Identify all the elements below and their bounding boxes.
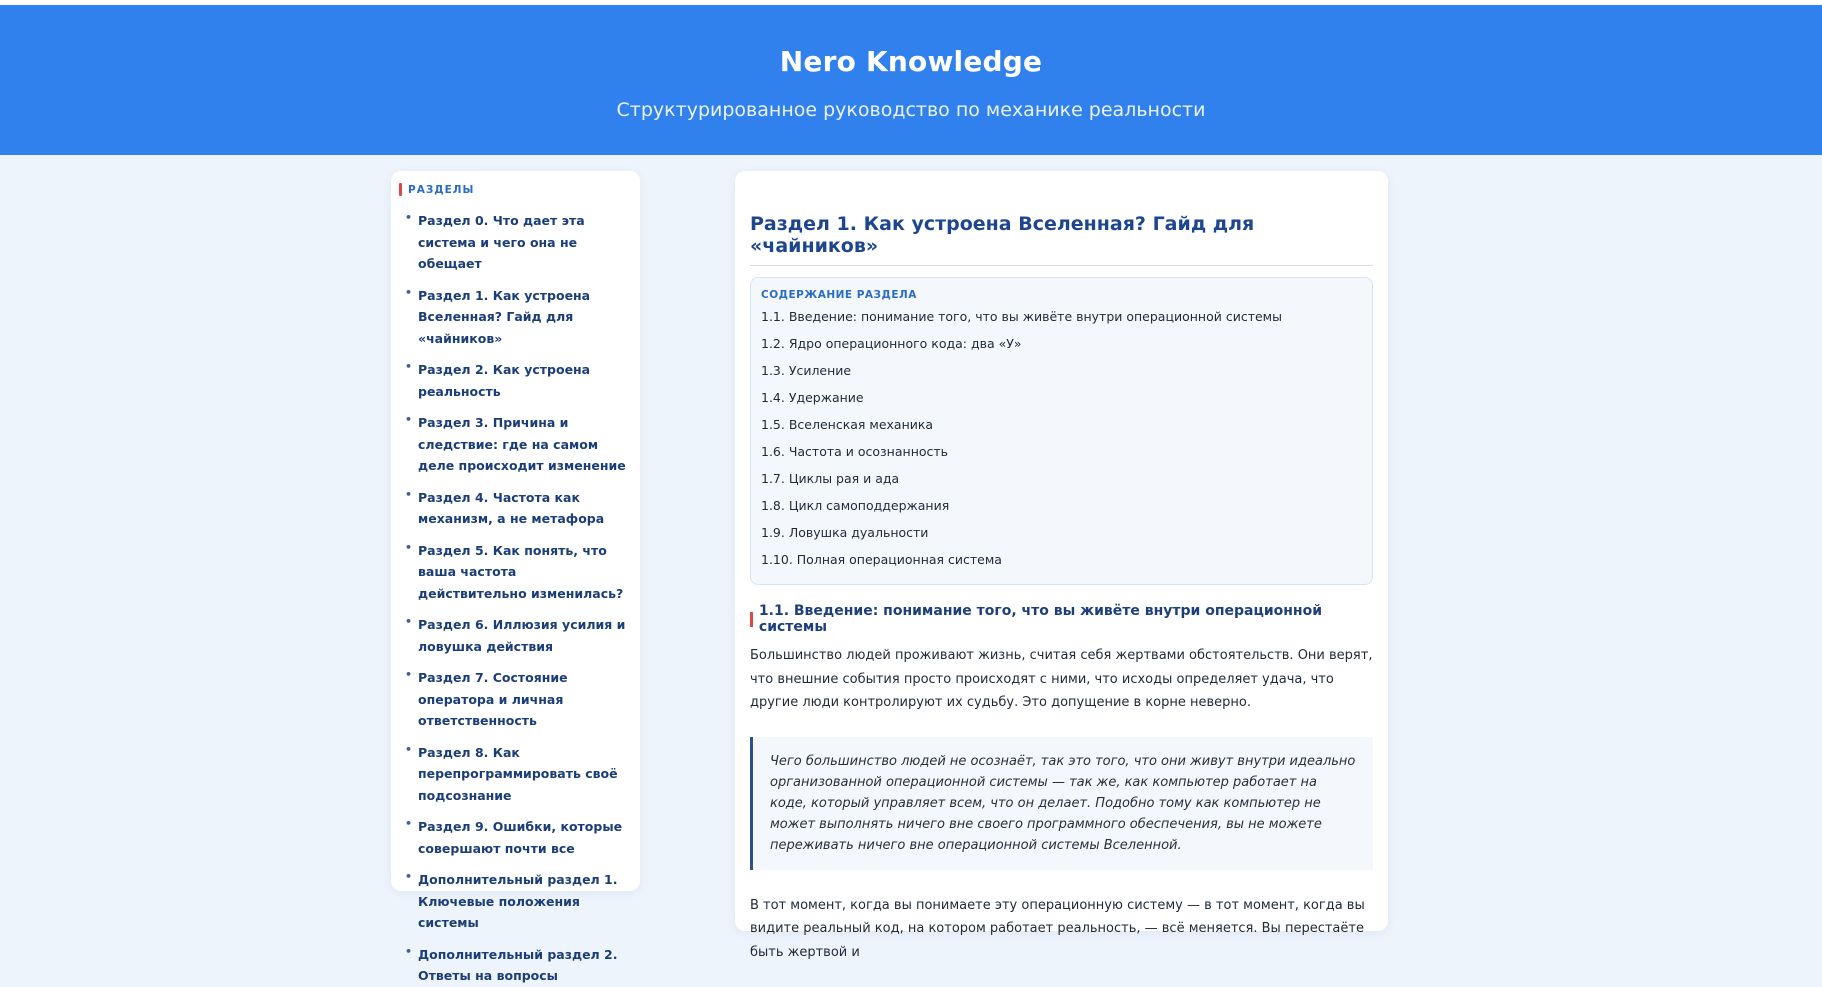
subsection-heading-label: 1.1. Введение: понимание того, что вы живёте внутри операционной системы	[758, 603, 1323, 635]
sidebar-item-section-4[interactable]	[399, 487, 628, 530]
page-title: Раздел 1. Как устроена Вселенная? Гайд для «чайников»	[750, 213, 1373, 266]
sidebar-item-label: Раздел 6. Иллюзия усилия и ловушка действия	[418, 617, 626, 654]
toc-link-1-3[interactable]: 1.3. Усиление	[761, 363, 852, 378]
sidebar-item-extra-2[interactable]	[399, 944, 628, 987]
toc-link-1-5[interactable]: 1.5. Вселенская механика	[761, 417, 934, 432]
sidebar-item-label: Дополнительный раздел 1. Ключевые положения системы	[418, 872, 618, 930]
toc-link-1-7[interactable]: 1.7. Циклы рая и ада	[761, 471, 900, 486]
toc-heading: СОДЕРЖАНИЕ РАЗДЕЛА	[761, 289, 917, 301]
bullet-icon: •	[405, 211, 413, 224]
toc-link-1-6[interactable]: 1.6. Частота и осознанность	[761, 444, 949, 459]
sidebar-item-label: Раздел 7. Состояние оператора и личная ответственность	[418, 670, 568, 728]
bullet-icon: •	[405, 285, 413, 299]
bullet-icon: •	[405, 742, 413, 756]
toc-link-1-2[interactable]: 1.2. Ядро операционного кода: два «У»	[761, 336, 1022, 351]
sidebar-heading-label: РАЗДЕЛЫ	[408, 183, 475, 196]
bullet-icon: •	[405, 668, 413, 681]
sidebar-item-section-1[interactable]	[399, 285, 628, 350]
bullet-icon: •	[405, 360, 413, 373]
bullet-icon: •	[405, 487, 413, 501]
site-subtitle: Структурированное руководство по механике реальности	[616, 99, 1206, 121]
article-panel	[735, 171, 1388, 960]
sidebar-item-section-7[interactable]	[399, 667, 628, 732]
bullet-icon: •	[405, 944, 413, 958]
quote-block: Чего большинство людей не осознаёт, так это того, что они живут внутри идеально организованной операционной системы — так же, как компьютер работает на коде, который управляет всем, что он делает. Подобно тому как компьютер не может выполнять ничего вне своего программного обеспечения, вы не можете переживать ничего вне операционной системы Вселенной.	[750, 737, 1373, 870]
site-title: Nero Knowledge	[779, 45, 1043, 78]
bullet-icon: •	[405, 870, 413, 883]
sidebar-item-label: Раздел 9. Ошибки, которые совершают почти все	[418, 819, 623, 856]
subsection-heading	[750, 603, 1373, 635]
section-toc	[750, 277, 1373, 585]
sidebar-heading	[399, 183, 628, 196]
toc-link-1-9[interactable]: 1.9. Ловушка дуальности	[761, 525, 929, 540]
bullet-icon: •	[405, 817, 413, 830]
sidebar-item-label: Дополнительный раздел 2. Ответы на вопросы	[418, 946, 618, 983]
sidebar-item-label: Раздел 5. Как понять, что ваша частота действительно изменилась?	[418, 542, 624, 601]
accent-bar	[399, 183, 402, 196]
bullet-icon: •	[405, 540, 413, 554]
site-header	[0, 5, 1822, 155]
paragraph: В тот момент, когда вы понимаете эту операционную систему — в тот момент, когда вы видите реальный код, на котором работает реальность, — всё меняется. Вы перестаёте быть жертвой и	[750, 897, 1365, 960]
sidebar-item-label: Раздел 1. Как устроена Вселенная? Гайд для «чайников»	[418, 287, 591, 346]
sidebar-item-section-0[interactable]	[399, 210, 628, 275]
toc-link-1-8[interactable]: 1.8. Цикл самоподдержания	[761, 498, 950, 513]
toc-link-1-4[interactable]: 1.4. Удержание	[761, 390, 864, 405]
sidebar-item-section-8[interactable]	[399, 742, 628, 807]
sections-sidebar	[391, 171, 640, 983]
sidebar-item-section-9[interactable]	[399, 816, 628, 859]
sidebar-item-section-3[interactable]	[399, 412, 628, 477]
accent-bar	[750, 612, 753, 627]
sidebar-item-label: Раздел 0. Что дает эта система и чего она не обещает	[418, 213, 585, 271]
sidebar-item-section-6[interactable]	[399, 614, 628, 657]
toc-link-1-10[interactable]: 1.10. Полная операционная система	[761, 552, 1002, 567]
bullet-icon: •	[405, 615, 413, 628]
sidebar-item-label: Раздел 8. Как перепрограммировать своё подсознание	[418, 744, 618, 803]
sidebar-item-extra-1[interactable]	[399, 869, 628, 934]
sidebar-item-section-2[interactable]	[399, 359, 628, 402]
sidebar-item-label: Раздел 4. Частота как механизм, а не метафора	[418, 489, 605, 526]
sidebar-item-label: Раздел 2. Как устроена реальность	[418, 362, 591, 399]
sidebar-item-section-5[interactable]	[399, 540, 628, 605]
bullet-icon: •	[405, 413, 413, 426]
paragraph: Большинство людей проживают жизнь, считая себя жертвами обстоятельств. Они верят, что внешние события просто происходят с ними, что исходы определяет удача, что другие люди контролируют их судьбу. Это допущение в корне неверно.	[750, 648, 1373, 710]
toc-link-1-1[interactable]: 1.1. Введение: понимание того, что вы живёте внутри операционной системы	[761, 309, 1282, 324]
sidebar-item-label: Раздел 3. Причина и следствие: где на самом деле происходит изменение	[418, 415, 626, 473]
